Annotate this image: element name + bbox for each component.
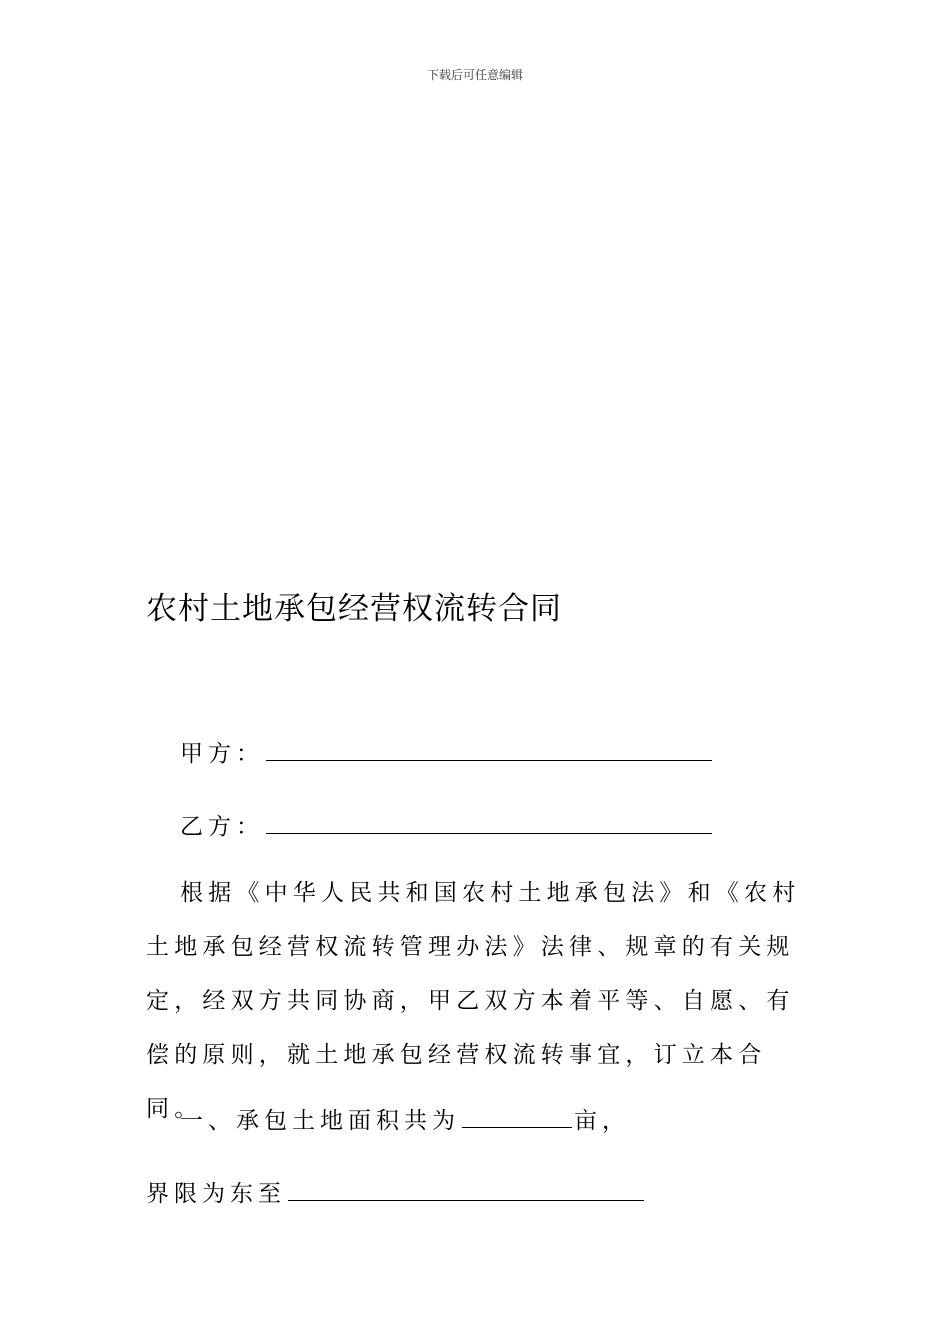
- party-a-label: 甲方：: [180, 741, 264, 767]
- boundary-line: [146, 1175, 644, 1208]
- party-b-label: 乙方：: [180, 814, 264, 840]
- area-blank: [462, 1105, 572, 1128]
- boundary-label: 界限为东至: [146, 1181, 286, 1207]
- party-b-blank: [266, 811, 712, 834]
- clause-1-text: 一、承包土地面积共为: [180, 1108, 460, 1134]
- document-title: 农村土地承包经营权流转合同: [146, 591, 562, 627]
- party-b-line: [180, 808, 712, 841]
- party-a-line: [180, 735, 712, 768]
- preamble-paragraph: 根据《中华人民共和国农村土地承包法》和《农村土地承包经营权流转管理办法》法律、规章的有关规定，经双方共同协商，甲乙双方本着平等、自愿、有偿的原则，就土地承包经营权流转事宜，订立本合同。: [146, 880, 801, 1122]
- header-note: 下载后可任意编辑: [426, 68, 523, 82]
- clause-1-unit: 亩，: [574, 1108, 630, 1134]
- party-a-blank: [266, 738, 712, 761]
- east-boundary-blank: [288, 1178, 644, 1201]
- clause-1-line: [180, 1102, 630, 1135]
